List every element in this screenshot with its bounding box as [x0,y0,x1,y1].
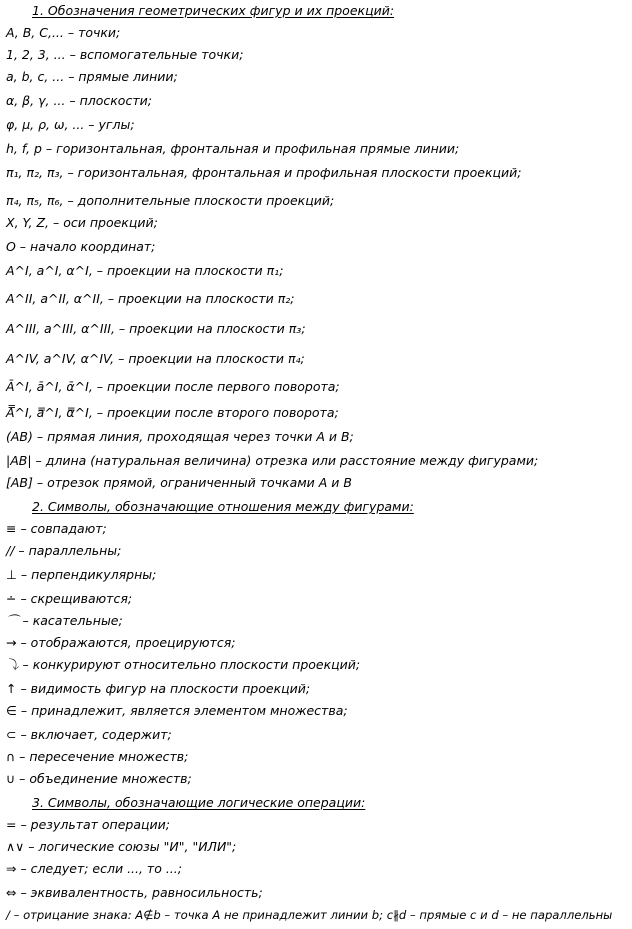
planes-line: α, β, γ, ... – плоскости; [6,93,152,108]
coincide-line: ≡ – совпадают; [6,521,107,536]
andor-line: ∧∨ – логические союзы "И", "ИЛИ"; [6,839,237,854]
compete-line: ⤵ – конкурируют относительно плоскости проекций; [6,657,361,672]
points-line: A, B, C,... – точки; [6,25,121,40]
negation-line: / – отрицание знака: A∉b – точка A не принадлежит линии b; c∦d – прямые c и d – не параллельны [6,908,613,922]
implies-line: ⇒ – следует; если ..., то ...; [6,861,182,876]
aux-points-line: 1, 2, 3, ... – вспомогательные точки; [6,47,244,62]
proj3-line: A^III, a^III, α^III, – проекции на плоскости π₃; [6,321,306,336]
line-ab-line: (AB) – прямая линия, проходящая через точки A и B; [6,429,354,444]
union-line: ∪ – объединение множеств; [6,771,192,786]
tangent-line: ⌒ – касательные; [6,613,123,628]
angles-line: φ, μ, ρ, ω, ... – углы; [6,117,135,132]
rot2-line: A̿^I, a̿^I, α̿^I, – проекции после второго поворота; [6,405,339,420]
intersection-line: ∩ – пересечение множеств; [6,749,189,764]
section2-heading: 2. Символы, обозначающие отношения между фигурами: [32,499,414,514]
pi456-line: π₄, π₅, π₆, – дополнительные плоскости проекций; [6,193,335,208]
section3-heading: 3. Символы, обозначающие логические операции: [32,795,366,810]
proj2-line: A^II, a^II, α^II, – проекции на плоскости π₂; [6,291,295,306]
proj4-line: A^IV, a^IV, α^IV, – проекции на плоскости π₄; [6,351,305,366]
skew-line: ∸ – скрещиваются; [6,591,133,606]
visibility-line: ↑ – видимость фигур на плоскости проекций; [6,681,311,696]
result-line: = – результат операции; [6,817,170,832]
axes-line: X, Y, Z, – оси проекций; [6,215,158,230]
maps-line: → – отображаются, проецируются; [6,635,236,650]
rot1-line: Ā^I, ā^I, ᾱ^I, – проекции после первого поворота; [6,379,340,394]
parallel-line: // – параллельны; [6,543,122,558]
lines-line: a, b, c, ... – прямые линии; [6,69,178,84]
hfp-line: h, f, p – горизонтальная, фронтальная и профильная прямые линии; [6,141,460,156]
perpendicular-line: ⊥ – перпендикулярны; [6,567,157,582]
section1-heading: 1. Обозначения геометрических фигур и их проекций: [32,3,395,18]
belongs-line: ∈ – принадлежит, является элементом множества; [6,703,348,718]
pi123-line: π₁, π₂, π₃, – горизонтальная, фронтальная и профильная плоскости проекций; [6,165,522,180]
includes-line: ⊂ – включает, содержит; [6,727,172,742]
length-ab-line: |AB| – длина (натуральная величина) отрезка или расстояние между фигурами; [6,453,539,468]
origin-line: O – начало координат; [6,239,156,254]
proj1-line: A^I, a^I, α^I, – проекции на плоскости π₁; [6,263,284,278]
segment-ab-line: [AB] – отрезок прямой, ограниченный точками A и B [6,475,352,490]
equiv-line: ⇔ – эквивалентность, равносильность; [6,885,263,900]
